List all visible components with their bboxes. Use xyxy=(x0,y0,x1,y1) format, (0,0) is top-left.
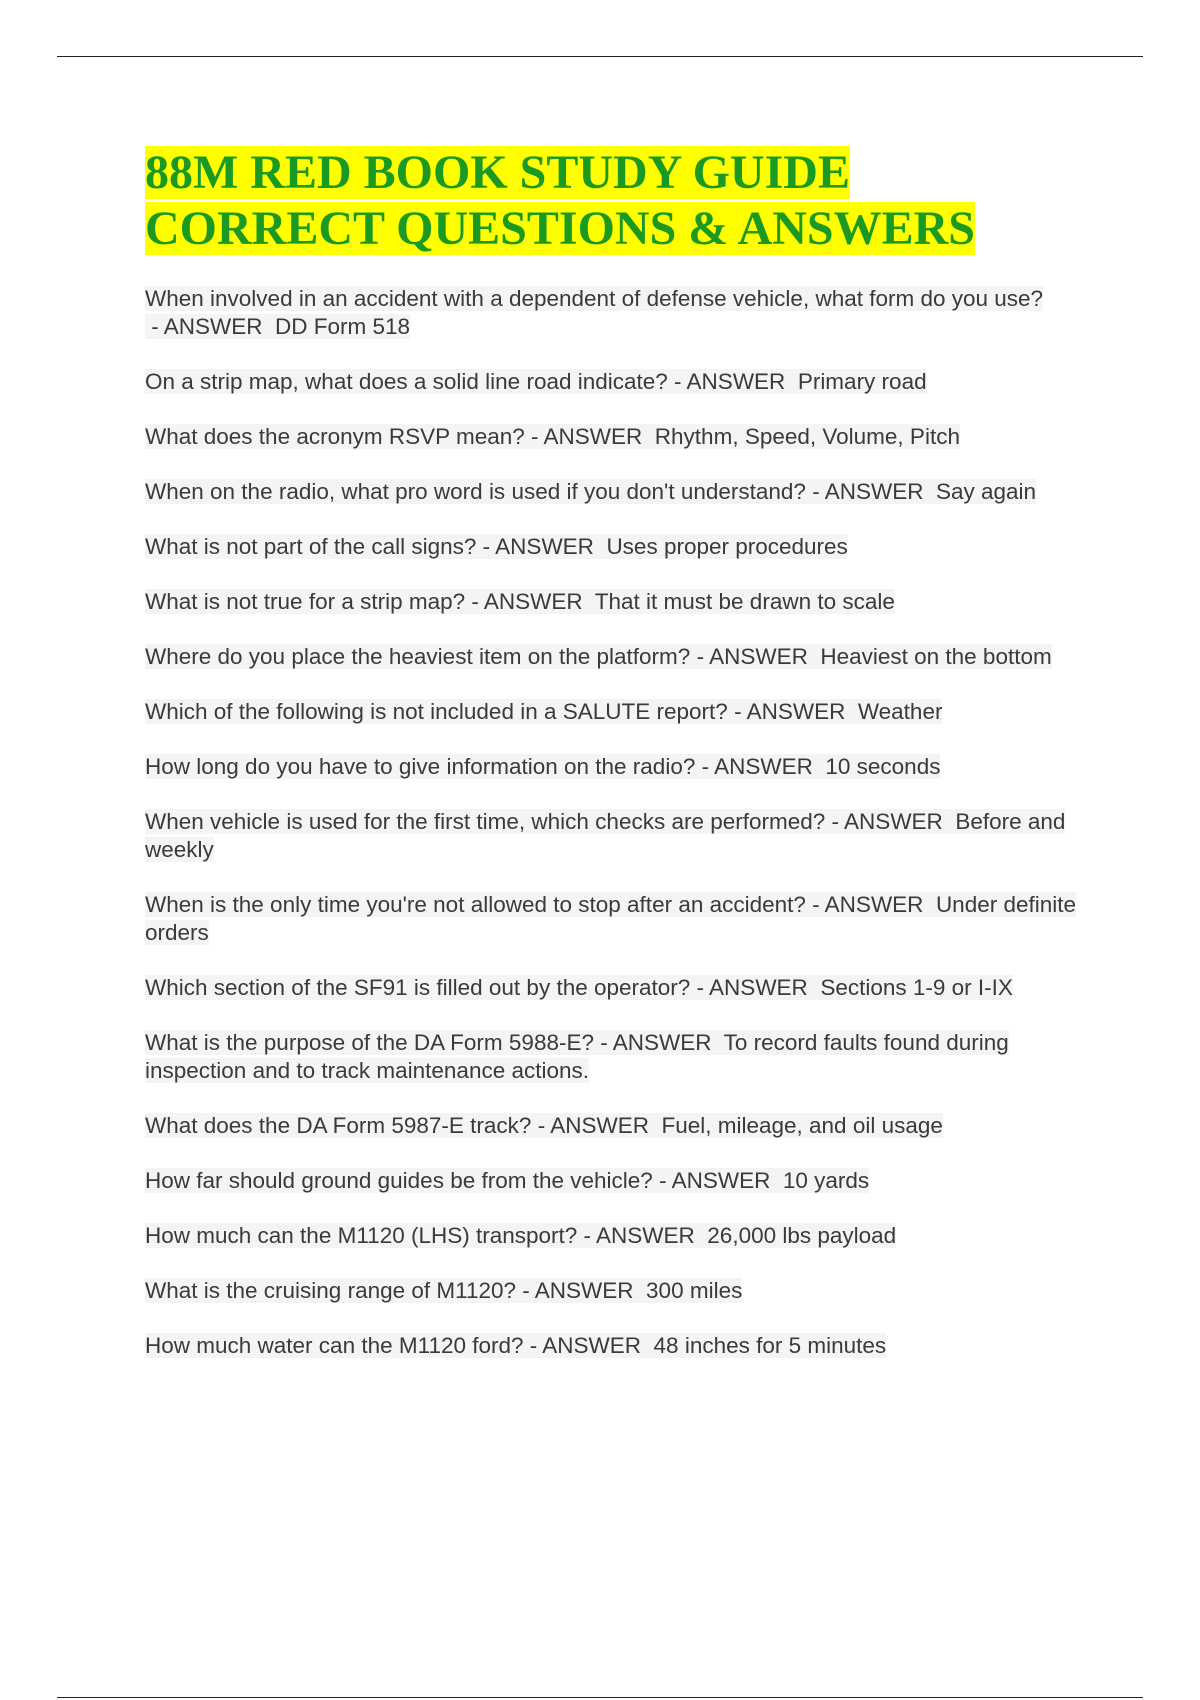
qa-item xyxy=(145,1277,1085,1305)
answer-separator: - ANSWER xyxy=(531,1113,662,1138)
question-text: When vehicle is used for the first time, which checks are performed? xyxy=(145,809,826,834)
question-text: How much water can the M1120 ford? xyxy=(145,1333,524,1358)
question-text: How much can the M1120 (LHS) transport? xyxy=(145,1223,578,1248)
question-text: What does the DA Form 5987-E track? xyxy=(145,1113,532,1138)
answer-text: 10 yards xyxy=(782,1168,870,1193)
qa-item xyxy=(145,588,1085,616)
answer-separator: - ANSWER xyxy=(577,1223,708,1248)
document-body xyxy=(145,145,1085,1387)
answer-text: DD Form 518 xyxy=(275,314,411,339)
question-text: What does the acronym RSVP mean? xyxy=(145,424,525,449)
answer-separator: - ANSWER xyxy=(516,1278,647,1303)
answer-text: That it must be drawn to scale xyxy=(594,589,895,614)
answer-text: Fuel, mileage, and oil usage xyxy=(661,1113,943,1138)
answer-separator: - ANSWER xyxy=(524,424,655,449)
qa-item xyxy=(145,753,1085,781)
bottom-rule xyxy=(57,1697,1143,1698)
answer-text: 48 inches for 5 minutes xyxy=(653,1333,887,1358)
qa-item xyxy=(145,974,1085,1002)
answer-text: To record faults found during inspection and to track maintenance actions. xyxy=(145,1030,1009,1083)
question-text: What is not part of the call signs? xyxy=(145,534,477,559)
answer-separator: - ANSWER xyxy=(690,644,821,669)
answer-separator: - ANSWER xyxy=(145,314,276,339)
question-text: When is the only time you're not allowed to stop after an accident? xyxy=(145,892,806,917)
qa-item xyxy=(145,808,1085,864)
answer-text: Primary road xyxy=(797,369,927,394)
answer-text: Heaviest on the bottom xyxy=(820,644,1052,669)
answer-separator: - ANSWER xyxy=(523,1333,654,1358)
question-text: What is not true for a strip map? xyxy=(145,589,466,614)
answer-separator: - ANSWER xyxy=(667,369,798,394)
answer-separator: - ANSWER xyxy=(465,589,595,614)
qa-item xyxy=(145,698,1085,726)
answer-separator: - ANSWER xyxy=(825,809,956,834)
answer-separator: - ANSWER xyxy=(805,892,936,917)
document-title xyxy=(145,145,1085,257)
answer-text: Sections 1-9 or I-IX xyxy=(820,975,1013,1000)
question-text: Which of the following is not included in a SALUTE report? xyxy=(145,699,728,724)
answer-separator: - ANSWER xyxy=(805,479,936,504)
qa-item xyxy=(145,1112,1085,1140)
qa-item xyxy=(145,533,1085,561)
top-rule xyxy=(57,56,1143,57)
qa-item xyxy=(145,423,1085,451)
question-text: What is the purpose of the DA Form 5988-E? xyxy=(145,1030,594,1055)
qa-item xyxy=(145,1029,1085,1085)
qa-item xyxy=(145,891,1085,947)
answer-text: Uses proper procedures xyxy=(606,534,848,559)
answer-separator: - ANSWER xyxy=(593,1030,724,1055)
answer-separator: - ANSWER xyxy=(727,699,858,724)
answer-text: Rhythm, Speed, Volume, Pitch xyxy=(654,424,960,449)
answer-text: 10 seconds xyxy=(825,754,941,779)
qa-item xyxy=(145,1167,1085,1195)
answer-separator: - ANSWER xyxy=(652,1168,783,1193)
question-text: Where do you place the heaviest item on the platform? xyxy=(145,644,691,669)
answer-text: 300 miles xyxy=(646,1278,743,1303)
question-text: On a strip map, what does a solid line road indicate? xyxy=(145,369,668,394)
question-text: When involved in an accident with a dependent of defense vehicle, what form do you use? xyxy=(145,286,1044,311)
qa-item xyxy=(145,643,1085,671)
question-text: Which section of the SF91 is filled out by the operator? xyxy=(145,975,691,1000)
question-text: How long do you have to give information on the radio? xyxy=(145,754,696,779)
qa-item xyxy=(145,478,1085,506)
answer-text: Weather xyxy=(857,699,943,724)
answer-text: Under definite orders xyxy=(145,892,1077,945)
qa-item xyxy=(145,1222,1085,1250)
qa-list xyxy=(145,285,1085,1360)
question-text: How far should ground guides be from the vehicle? xyxy=(145,1168,653,1193)
answer-separator: - ANSWER xyxy=(476,534,607,559)
answer-separator: - ANSWER xyxy=(690,975,821,1000)
question-text: What is the cruising range of M1120? xyxy=(145,1278,517,1303)
qa-item xyxy=(145,285,1085,341)
answer-text: Before and weekly xyxy=(145,809,1066,862)
answer-text: Say again xyxy=(935,479,1037,504)
answer-text: 26,000 lbs payload xyxy=(707,1223,897,1248)
answer-separator: - ANSWER xyxy=(695,754,826,779)
title-line-1: 88M RED BOOK STUDY GUIDE xyxy=(145,146,850,199)
title-line-2: CORRECT QUESTIONS & ANSWERS xyxy=(145,202,975,255)
qa-item xyxy=(145,368,1085,396)
question-text: When on the radio, what pro word is used if you don't understand? xyxy=(145,479,806,504)
qa-item xyxy=(145,1332,1085,1360)
